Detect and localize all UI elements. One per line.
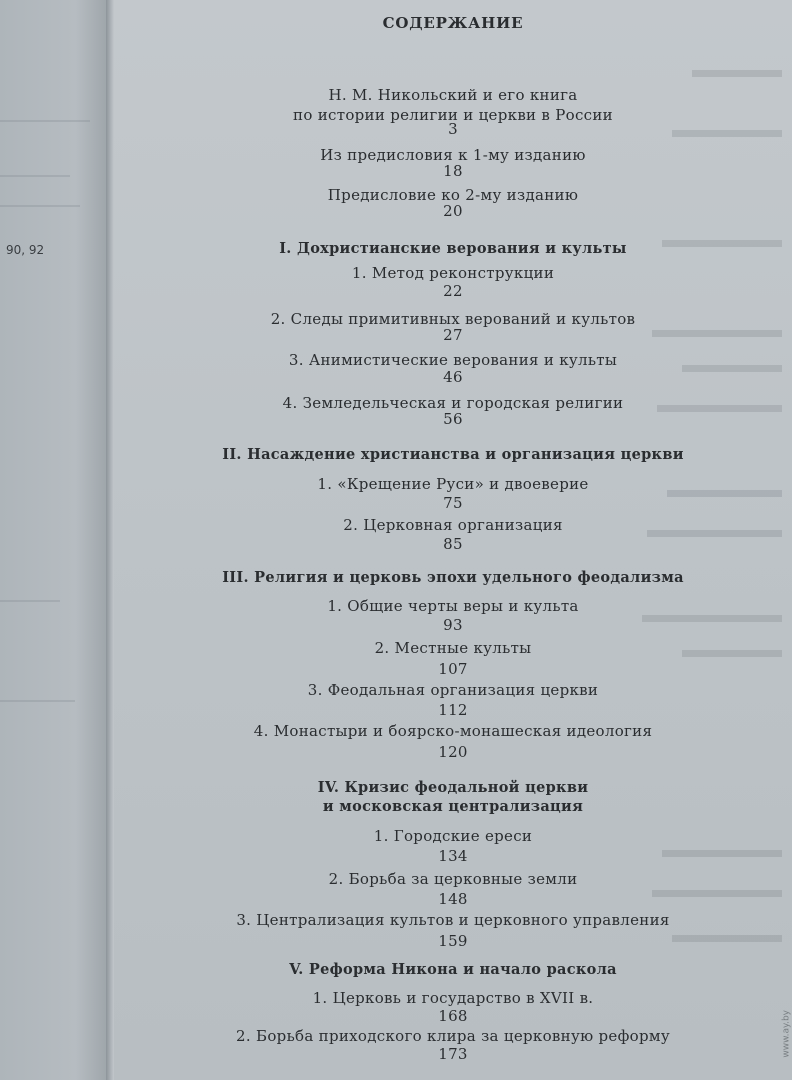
toc-entry-text: 2. Следы примитивных верований и культов — [270, 310, 636, 328]
toc-entry-text: 3. Феодальная организация церкви — [307, 681, 599, 699]
toc-section-heading: I. Дохристианские верования и культы — [279, 240, 627, 257]
toc-section-heading: V. Реформа Никона и начало раскола — [289, 961, 617, 978]
toc-entry-text: 1. Общие черты веры и культа — [327, 597, 579, 615]
toc-page-number: 134 — [438, 847, 468, 865]
facing-page-page-refs: 90, 92 — [6, 243, 45, 257]
toc-section-heading: IV. Кризис феодальной церкви — [317, 779, 589, 796]
toc-page-number: 3 — [448, 120, 458, 138]
toc-entry-text: по истории религии и церкви в России — [293, 106, 613, 124]
contents-page — [114, 0, 792, 1080]
toc-page-number: 173 — [438, 1045, 468, 1063]
toc-page-number: 75 — [443, 494, 463, 512]
toc-page-number: 120 — [438, 743, 468, 761]
toc-page-number: 18 — [443, 162, 463, 180]
toc-entry-text: 3. Анимистические верования и культы — [288, 351, 618, 369]
toc-page-number: 148 — [438, 890, 468, 908]
page-title: СОДЕРЖАНИЕ — [382, 14, 524, 32]
toc-entry-text: 2. Церковная организация — [343, 516, 563, 534]
table-of-contents — [114, 0, 792, 1080]
toc-entry-text: 1. Метод реконструкции — [351, 264, 555, 282]
toc-page-number: 85 — [443, 535, 463, 553]
toc-entry-text: 2. Местные культы — [374, 639, 532, 657]
toc-entry-text: 1. «Крещение Руси» и двоеверие — [317, 475, 589, 493]
toc-section-heading: III. Религия и церковь эпохи удельного феодализма — [222, 569, 684, 586]
toc-entry-text: 1. Церковь и государство в XVII в. — [312, 989, 594, 1007]
site-watermark: www.ay.by — [782, 1010, 792, 1058]
book-gutter — [106, 0, 114, 1080]
toc-page-number: 112 — [438, 701, 468, 719]
toc-page-number: 22 — [443, 282, 463, 300]
toc-page-number: 46 — [443, 368, 463, 386]
toc-entry-text: 4. Земледельческая и городская религии — [282, 394, 624, 412]
facing-page — [0, 0, 108, 1080]
toc-page-number: 93 — [443, 616, 463, 634]
toc-page-number: 107 — [438, 660, 468, 678]
toc-page-number: 56 — [443, 410, 463, 428]
toc-entry-text: 2. Борьба за церковные земли — [328, 870, 578, 888]
toc-page-number: 20 — [443, 202, 463, 220]
toc-section-heading: и московская централизация — [322, 798, 584, 815]
toc-section-heading: II. Насаждение христианства и организация церкви — [222, 446, 684, 463]
toc-page-number: 159 — [438, 932, 468, 950]
toc-entry-text: Н. М. Никольский и его книга — [328, 86, 578, 104]
toc-entry-text: 4. Монастыри и боярско-монашеская идеология — [253, 722, 653, 740]
toc-page-number: 27 — [443, 326, 463, 344]
toc-entry-text: Из предисловия к 1-му изданию — [320, 146, 586, 164]
toc-entry-text: 1. Городские ереси — [373, 827, 533, 845]
toc-entry-text: 3. Централизация культов и церковного управления — [236, 911, 670, 929]
toc-entry-text: 2. Борьба приходского клира за церковную реформу — [236, 1027, 670, 1045]
toc-entry-text: Предисловие ко 2-му изданию — [327, 186, 579, 204]
toc-page-number: 168 — [438, 1007, 468, 1025]
